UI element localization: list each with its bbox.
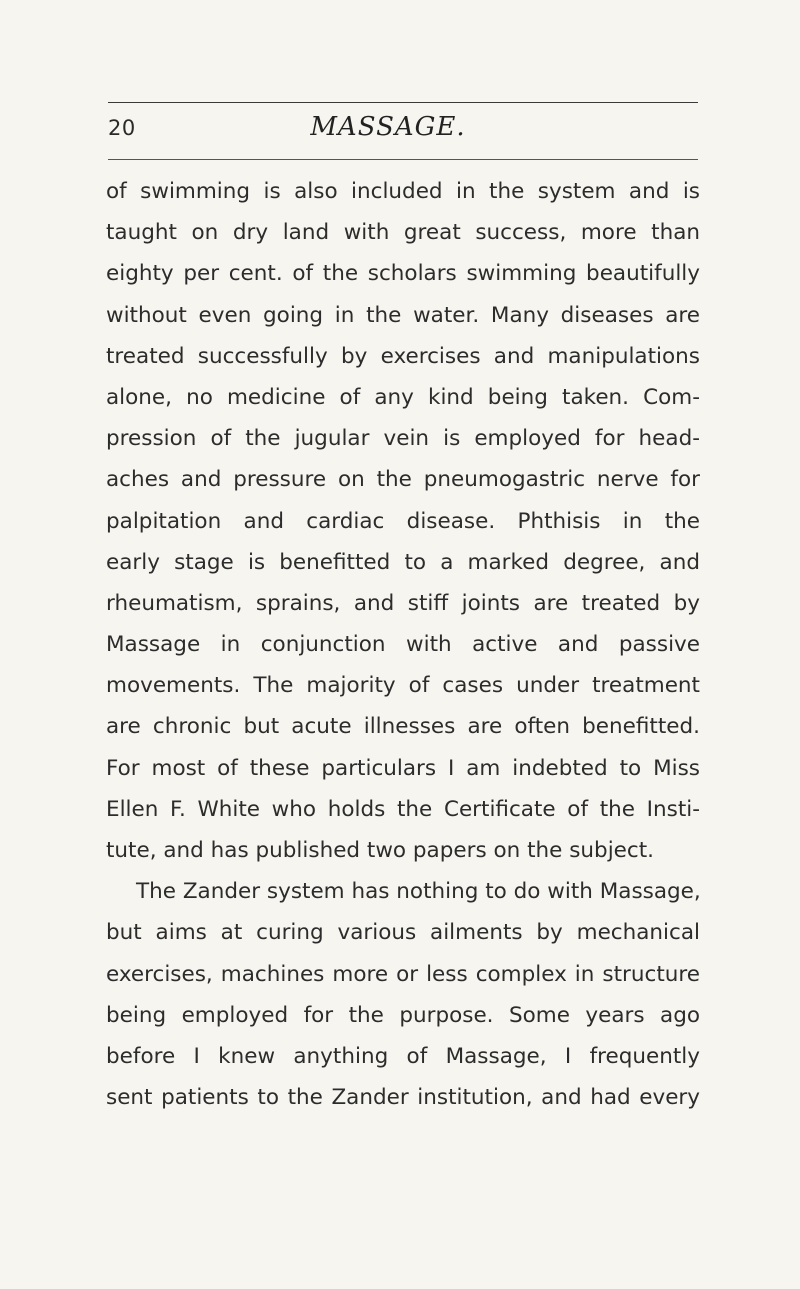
text-line: Ellen F. White who holds the Certificate of the Insti- [106,796,700,822]
text-line: aches and pressure on the pneumogastric nerve for [106,467,700,493]
text-line: Massage in conjunction with active and passive [106,632,700,658]
text-line: alone, no medicine of any kind being taken. Com- [106,384,700,410]
text-line: early stage is benefitted to a marked degree, and [106,549,700,575]
text-line: movements. The majority of cases under treatment [106,673,700,699]
text-line: eighty per cent. of the scholars swimming beautifully [106,261,700,287]
header-bottom-rule [108,159,698,160]
text-line: pression of the jugular vein is employed for head- [106,426,700,452]
running-title [0,112,800,142]
text-line: before I knew anything of Massage, I frequently [106,1043,700,1069]
paragraph-end-line: tute, and has published two papers on the subject. [106,838,654,863]
text-line: palpitation and cardiac disease. Phthisis in the [106,508,700,534]
page-number: 20 [108,116,136,140]
text-line: exercises, machines more or less complex in structure [106,961,700,987]
body-text [106,171,700,1118]
text-line: are chronic but acute illnesses are often benefitted. [106,714,700,740]
text-line: but aims at curing various ailments by mechanical [106,920,700,946]
text-line: of swimming is also included in the system and is [106,179,700,204]
text-line: rheumatism, sprains, and stiff joints are treated by [106,590,700,616]
text-line: without even going in the water. Many diseases are [106,302,700,328]
text-line: taught on dry land with great success, more than [106,220,700,246]
text-line: being employed for the purpose. Some years ago [106,1002,700,1028]
header-top-rule [108,102,698,103]
text-line: sent patients to the Zander institution, and had every [106,1085,700,1111]
text-line: For most of these particulars I am indebted to Miss [106,755,700,781]
running-title-text: MASSAGE. [310,112,466,142]
text-line: treated successfully by exercises and manipulations [106,343,700,369]
paragraph-start-line: The Zander system has nothing to do with Massage, [136,879,701,905]
